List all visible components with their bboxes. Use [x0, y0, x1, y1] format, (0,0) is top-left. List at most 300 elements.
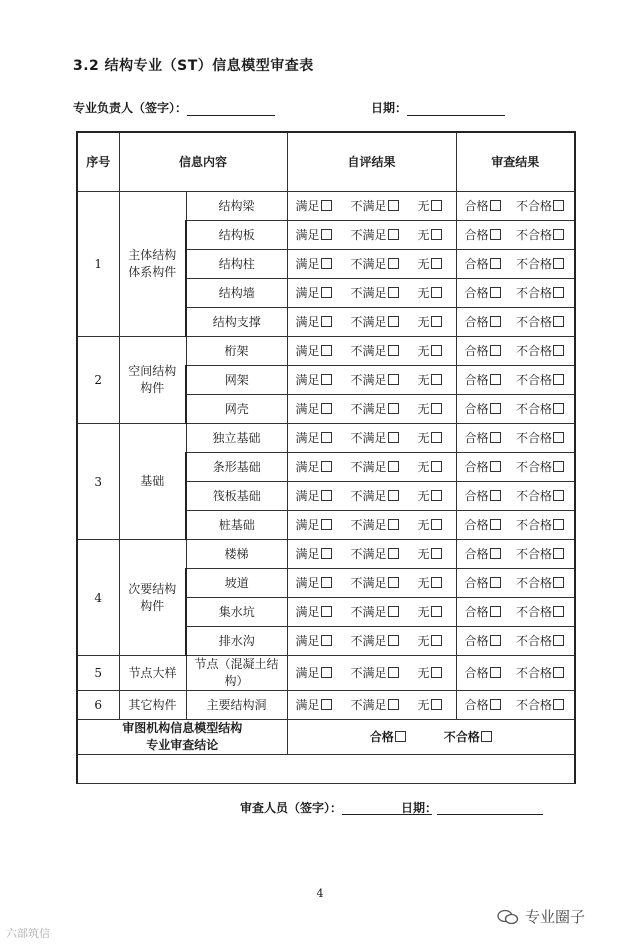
option-none-label: 无	[417, 489, 430, 503]
option-fail-label: 不合格	[516, 286, 553, 300]
row-category: 空间结构构件	[128, 364, 177, 395]
option-satisfied[interactable]	[296, 634, 332, 648]
option-fail-label: 不合格	[516, 228, 553, 242]
table-row	[77, 424, 575, 453]
checkbox[interactable]	[388, 490, 399, 501]
option-satisfied[interactable]	[296, 402, 332, 416]
checkbox[interactable]	[553, 606, 564, 617]
table-row	[77, 691, 575, 720]
option-none[interactable]	[417, 666, 441, 680]
option-none[interactable]	[417, 460, 441, 474]
checkbox[interactable]	[553, 258, 564, 269]
option-pass-label: 合格	[464, 576, 489, 590]
conclusion-row	[77, 720, 575, 755]
option-none-label: 无	[417, 344, 430, 358]
checkbox[interactable]	[388, 519, 399, 530]
option-none-label: 无	[417, 634, 430, 648]
option-pass[interactable]	[465, 518, 501, 532]
self-eval-options	[288, 605, 456, 619]
option-none[interactable]	[417, 518, 441, 532]
self-eval-options	[288, 373, 456, 387]
checkbox[interactable]	[431, 548, 442, 559]
review-options	[457, 547, 575, 561]
row-item: 节点（混凝土结构）	[194, 657, 279, 688]
checkbox[interactable]	[490, 316, 501, 327]
option-fail[interactable]	[516, 402, 564, 416]
checkbox[interactable]	[431, 432, 442, 443]
checkbox[interactable]	[321, 519, 332, 530]
checkbox[interactable]	[388, 229, 399, 240]
lead-signature-field[interactable]	[187, 101, 275, 116]
checkbox[interactable]	[321, 316, 332, 327]
option-unsatisfied-label: 不满足	[350, 547, 387, 561]
self-eval-options	[288, 489, 456, 503]
option-unsatisfied[interactable]	[351, 286, 399, 300]
option-unsatisfied-label: 不满足	[350, 666, 387, 680]
checkbox[interactable]	[431, 635, 442, 646]
checkbox[interactable]	[321, 606, 332, 617]
checkbox[interactable]	[553, 345, 564, 356]
option-satisfied[interactable]	[296, 547, 332, 561]
row-item: 结构板	[218, 228, 255, 242]
option-fail[interactable]	[516, 257, 564, 271]
header-review: 审查结果	[491, 155, 540, 169]
row-item: 集水坑	[218, 605, 255, 619]
option-none-label: 无	[417, 315, 430, 329]
option-fail[interactable]	[516, 199, 564, 213]
checkbox[interactable]	[431, 667, 442, 678]
conclusion-fail[interactable]	[444, 730, 492, 744]
page-number: 4	[316, 887, 324, 900]
review-table	[76, 131, 576, 815]
option-unsatisfied-label: 不满足	[350, 228, 387, 242]
option-pass[interactable]	[465, 431, 501, 445]
option-satisfied-label: 满足	[295, 228, 320, 242]
checkbox[interactable]	[388, 200, 399, 211]
option-unsatisfied-label: 不满足	[350, 460, 387, 474]
checkbox[interactable]	[321, 258, 332, 269]
checkbox[interactable]	[431, 200, 442, 211]
option-fail[interactable]	[516, 344, 564, 358]
option-unsatisfied-label: 不满足	[350, 698, 387, 712]
option-satisfied[interactable]	[296, 576, 332, 590]
checkbox[interactable]	[321, 403, 332, 414]
conclusion-pass[interactable]	[370, 730, 406, 744]
self-eval-options	[288, 402, 456, 416]
option-pass[interactable]	[465, 666, 501, 680]
option-pass-label: 合格	[464, 431, 489, 445]
checkbox[interactable]	[388, 606, 399, 617]
checkbox[interactable]	[388, 461, 399, 472]
checkbox[interactable]	[553, 432, 564, 443]
option-satisfied-label: 满足	[295, 666, 320, 680]
conclusion-options	[288, 730, 575, 744]
option-pass[interactable]	[465, 402, 501, 416]
option-fail[interactable]	[516, 431, 564, 445]
checkbox[interactable]	[388, 432, 399, 443]
review-options	[457, 576, 575, 590]
checkbox[interactable]	[431, 577, 442, 588]
option-fail[interactable]	[516, 286, 564, 300]
checkbox[interactable]	[321, 548, 332, 559]
checkbox[interactable]	[431, 490, 442, 501]
row-seq: 2	[94, 373, 103, 387]
option-satisfied-label: 满足	[295, 518, 320, 532]
option-satisfied-label: 满足	[295, 199, 320, 213]
option-none[interactable]	[417, 576, 441, 590]
checkbox[interactable]	[388, 258, 399, 269]
checkbox[interactable]	[395, 731, 406, 742]
option-fail[interactable]	[516, 605, 564, 619]
checkbox[interactable]	[431, 699, 442, 710]
option-unsatisfied[interactable]	[351, 431, 399, 445]
checkbox[interactable]	[490, 374, 501, 385]
option-unsatisfied-label: 不满足	[350, 402, 387, 416]
option-unsatisfied[interactable]	[351, 460, 399, 474]
header-row	[77, 132, 575, 192]
option-pass-label: 合格	[464, 666, 489, 680]
lead-signature-label: 专业负责人（签字）：	[73, 101, 188, 115]
self-eval-options	[288, 431, 456, 445]
checkbox[interactable]	[321, 577, 332, 588]
option-satisfied-label: 满足	[295, 286, 320, 300]
option-fail[interactable]	[516, 373, 564, 387]
table-row	[77, 656, 575, 691]
review-options	[457, 373, 575, 387]
option-unsatisfied[interactable]	[351, 199, 399, 213]
row-category: 基础	[140, 474, 165, 488]
self-eval-options	[288, 547, 456, 561]
option-unsatisfied[interactable]	[351, 315, 399, 329]
option-fail[interactable]	[516, 698, 564, 712]
option-none[interactable]	[417, 315, 441, 329]
option-none[interactable]	[417, 634, 441, 648]
option-pass-label: 合格	[464, 489, 489, 503]
option-satisfied[interactable]	[296, 373, 332, 387]
checkbox[interactable]	[431, 519, 442, 530]
option-satisfied-label: 满足	[295, 344, 320, 358]
checkbox[interactable]	[321, 200, 332, 211]
checkbox[interactable]	[388, 635, 399, 646]
option-unsatisfied[interactable]	[351, 373, 399, 387]
option-pass[interactable]	[465, 460, 501, 474]
review-options	[457, 402, 575, 416]
option-satisfied[interactable]	[296, 199, 332, 213]
option-none-label: 无	[417, 576, 430, 590]
checkbox[interactable]	[490, 519, 501, 530]
option-satisfied[interactable]	[296, 489, 332, 503]
option-satisfied[interactable]	[296, 315, 332, 329]
option-satisfied[interactable]	[296, 698, 332, 712]
row-item: 楼梯	[224, 547, 249, 561]
option-pass[interactable]	[465, 286, 501, 300]
review-options	[457, 199, 575, 213]
option-fail[interactable]	[516, 518, 564, 532]
option-pass-label: 合格	[464, 518, 489, 532]
row-category: 主体结构体系构件	[128, 248, 177, 279]
checkbox[interactable]	[321, 461, 332, 472]
option-unsatisfied[interactable]	[351, 518, 399, 532]
checkbox[interactable]	[388, 548, 399, 559]
checkbox[interactable]	[490, 345, 501, 356]
self-eval-options	[288, 634, 456, 648]
option-unsatisfied-label: 不满足	[350, 576, 387, 590]
checkbox[interactable]	[490, 287, 501, 298]
option-none[interactable]	[417, 228, 441, 242]
option-satisfied[interactable]	[296, 605, 332, 619]
option-none[interactable]	[417, 431, 441, 445]
checkbox[interactable]	[388, 374, 399, 385]
checkbox[interactable]	[321, 635, 332, 646]
checkbox[interactable]	[490, 490, 501, 501]
option-pass[interactable]	[465, 489, 501, 503]
option-unsatisfied[interactable]	[351, 344, 399, 358]
option-pass-label: 合格	[464, 460, 489, 474]
option-satisfied-label: 满足	[295, 431, 320, 445]
option-none[interactable]	[417, 605, 441, 619]
review-options	[457, 489, 575, 503]
option-pass[interactable]	[465, 228, 501, 242]
option-pass-label: 合格	[464, 402, 489, 416]
checkbox[interactable]	[321, 490, 332, 501]
option-fail[interactable]	[516, 634, 564, 648]
option-unsatisfied[interactable]	[351, 402, 399, 416]
option-unsatisfied-label: 不满足	[350, 315, 387, 329]
option-none[interactable]	[417, 698, 441, 712]
option-satisfied-label: 满足	[295, 605, 320, 619]
option-satisfied[interactable]	[296, 460, 332, 474]
option-unsatisfied[interactable]	[351, 547, 399, 561]
option-unsatisfied-label: 不满足	[350, 344, 387, 358]
reviewer-signature-label: 审查人员（签字）：	[239, 801, 342, 815]
checkbox[interactable]	[490, 577, 501, 588]
option-pass[interactable]	[465, 698, 501, 712]
option-satisfied-label: 满足	[295, 402, 320, 416]
option-pass[interactable]	[465, 257, 501, 271]
option-pass-label: 合格	[464, 547, 489, 561]
checkbox[interactable]	[490, 606, 501, 617]
checkbox[interactable]	[553, 403, 564, 414]
option-none[interactable]	[417, 489, 441, 503]
row-item: 桩基础	[218, 518, 255, 532]
option-satisfied[interactable]	[296, 257, 332, 271]
checkbox[interactable]	[553, 699, 564, 710]
option-pass-label: 合格	[464, 344, 489, 358]
checkbox[interactable]	[553, 519, 564, 530]
option-unsatisfied[interactable]	[351, 576, 399, 590]
option-fail[interactable]	[516, 666, 564, 680]
option-unsatisfied-label: 不满足	[350, 431, 387, 445]
checkbox[interactable]	[321, 667, 332, 678]
option-pass[interactable]	[465, 344, 501, 358]
checkbox[interactable]	[553, 461, 564, 472]
option-pass-label: 合格	[464, 634, 489, 648]
option-none[interactable]	[417, 286, 441, 300]
conclusion-label: 审图机构信息模型结构专业审查结论	[122, 721, 243, 752]
checkbox[interactable]	[490, 403, 501, 414]
option-pass[interactable]	[465, 634, 501, 648]
review-options	[457, 431, 575, 445]
option-none-label: 无	[417, 460, 430, 474]
option-fail-label: 不合格	[516, 402, 553, 416]
option-satisfied[interactable]	[296, 431, 332, 445]
checkbox[interactable]	[388, 403, 399, 414]
checkbox[interactable]	[490, 461, 501, 472]
option-none[interactable]	[417, 547, 441, 561]
option-pass[interactable]	[465, 547, 501, 561]
self-eval-options	[288, 518, 456, 532]
option-none[interactable]	[417, 402, 441, 416]
option-fail[interactable]	[516, 315, 564, 329]
option-unsatisfied-label: 不满足	[350, 286, 387, 300]
option-fail-label: 不合格	[516, 698, 553, 712]
checkbox[interactable]	[388, 699, 399, 710]
option-pass[interactable]	[465, 373, 501, 387]
checkbox[interactable]	[553, 577, 564, 588]
option-none-label: 无	[417, 199, 430, 213]
checkbox[interactable]	[481, 731, 492, 742]
option-fail[interactable]	[516, 547, 564, 561]
checkbox[interactable]	[388, 345, 399, 356]
checkbox[interactable]	[388, 577, 399, 588]
option-satisfied[interactable]	[296, 228, 332, 242]
option-fail[interactable]	[516, 576, 564, 590]
conclusion-pass-label: 合格	[369, 730, 394, 744]
option-unsatisfied[interactable]	[351, 666, 399, 680]
option-unsatisfied[interactable]	[351, 605, 399, 619]
checkbox[interactable]	[553, 667, 564, 678]
review-options	[457, 666, 575, 680]
option-unsatisfied[interactable]	[351, 489, 399, 503]
checkbox[interactable]	[490, 667, 501, 678]
row-seq: 3	[94, 474, 103, 489]
checkbox[interactable]	[553, 316, 564, 327]
watermark-right	[497, 906, 585, 927]
row-item: 结构墙	[218, 286, 255, 300]
row-item: 桁架	[224, 344, 249, 358]
row-item: 主要结构洞	[206, 698, 267, 712]
reviewer-date-label: 日期：	[401, 801, 438, 815]
row-item: 排水沟	[218, 634, 255, 648]
checkbox[interactable]	[490, 699, 501, 710]
option-satisfied[interactable]	[296, 666, 332, 680]
option-unsatisfied[interactable]	[351, 698, 399, 712]
option-pass[interactable]	[465, 605, 501, 619]
option-pass[interactable]	[465, 315, 501, 329]
option-pass-label: 合格	[464, 698, 489, 712]
checkbox[interactable]	[553, 229, 564, 240]
checkbox[interactable]	[490, 229, 501, 240]
review-options	[457, 228, 575, 242]
checkbox[interactable]	[553, 635, 564, 646]
row-item: 网架	[224, 373, 249, 387]
checkbox[interactable]	[431, 374, 442, 385]
checkbox[interactable]	[431, 229, 442, 240]
option-none[interactable]	[417, 373, 441, 387]
checkbox[interactable]	[553, 287, 564, 298]
checkbox[interactable]	[321, 374, 332, 385]
option-pass[interactable]	[465, 199, 501, 213]
option-satisfied-label: 满足	[295, 460, 320, 474]
row-seq: 1	[94, 257, 103, 271]
option-none[interactable]	[417, 199, 441, 213]
review-options	[457, 315, 575, 329]
option-pass-label: 合格	[464, 199, 489, 213]
checkbox[interactable]	[490, 258, 501, 269]
checkbox[interactable]	[490, 548, 501, 559]
option-none[interactable]	[417, 344, 441, 358]
checkbox[interactable]	[553, 490, 564, 501]
row-item: 结构柱	[218, 257, 255, 271]
checkbox[interactable]	[431, 258, 442, 269]
option-satisfied[interactable]	[296, 286, 332, 300]
checkbox[interactable]	[321, 699, 332, 710]
option-none[interactable]	[417, 257, 441, 271]
checkbox[interactable]	[431, 403, 442, 414]
row-category: 次要结构构件	[128, 581, 177, 613]
table-row	[77, 337, 575, 366]
self-eval-options	[288, 460, 456, 474]
checkbox[interactable]	[490, 635, 501, 646]
option-fail-label: 不合格	[516, 431, 553, 445]
lead-date-field[interactable]	[407, 101, 505, 116]
option-pass[interactable]	[465, 576, 501, 590]
option-pass-label: 合格	[464, 228, 489, 242]
checkbox[interactable]	[553, 548, 564, 559]
checkbox[interactable]	[388, 287, 399, 298]
reviewer-date-field[interactable]	[437, 800, 543, 815]
checkbox[interactable]	[553, 374, 564, 385]
option-unsatisfied-label: 不满足	[350, 634, 387, 648]
option-satisfied-label: 满足	[295, 315, 320, 329]
checkbox[interactable]	[431, 461, 442, 472]
lead-date-label: 日期：	[371, 101, 408, 115]
option-fail-label: 不合格	[516, 489, 553, 503]
checkbox[interactable]	[431, 345, 442, 356]
checkbox[interactable]	[321, 229, 332, 240]
checkbox[interactable]	[553, 200, 564, 211]
checkbox[interactable]	[388, 316, 399, 327]
option-satisfied[interactable]	[296, 344, 332, 358]
option-fail-label: 不合格	[516, 460, 553, 474]
option-fail-label: 不合格	[516, 373, 553, 387]
option-none-label: 无	[417, 605, 430, 619]
option-none-label: 无	[417, 698, 430, 712]
option-fail-label: 不合格	[516, 344, 553, 358]
option-none-label: 无	[417, 228, 430, 242]
checkbox[interactable]	[321, 345, 332, 356]
option-none-label: 无	[417, 518, 430, 532]
option-fail[interactable]	[516, 489, 564, 503]
option-unsatisfied[interactable]	[351, 634, 399, 648]
checkbox[interactable]	[431, 606, 442, 617]
checkbox[interactable]	[431, 316, 442, 327]
checkbox[interactable]	[321, 432, 332, 443]
option-fail[interactable]	[516, 460, 564, 474]
checkbox[interactable]	[431, 287, 442, 298]
checkbox[interactable]	[388, 667, 399, 678]
option-satisfied[interactable]	[296, 518, 332, 532]
option-unsatisfied-label: 不满足	[350, 257, 387, 271]
option-unsatisfied[interactable]	[351, 228, 399, 242]
row-item: 筏板基础	[212, 489, 261, 503]
option-unsatisfied[interactable]	[351, 257, 399, 271]
option-fail[interactable]	[516, 228, 564, 242]
header-seq: 序号	[86, 155, 111, 169]
checkbox[interactable]	[490, 200, 501, 211]
checkbox[interactable]	[321, 287, 332, 298]
checkbox[interactable]	[490, 432, 501, 443]
